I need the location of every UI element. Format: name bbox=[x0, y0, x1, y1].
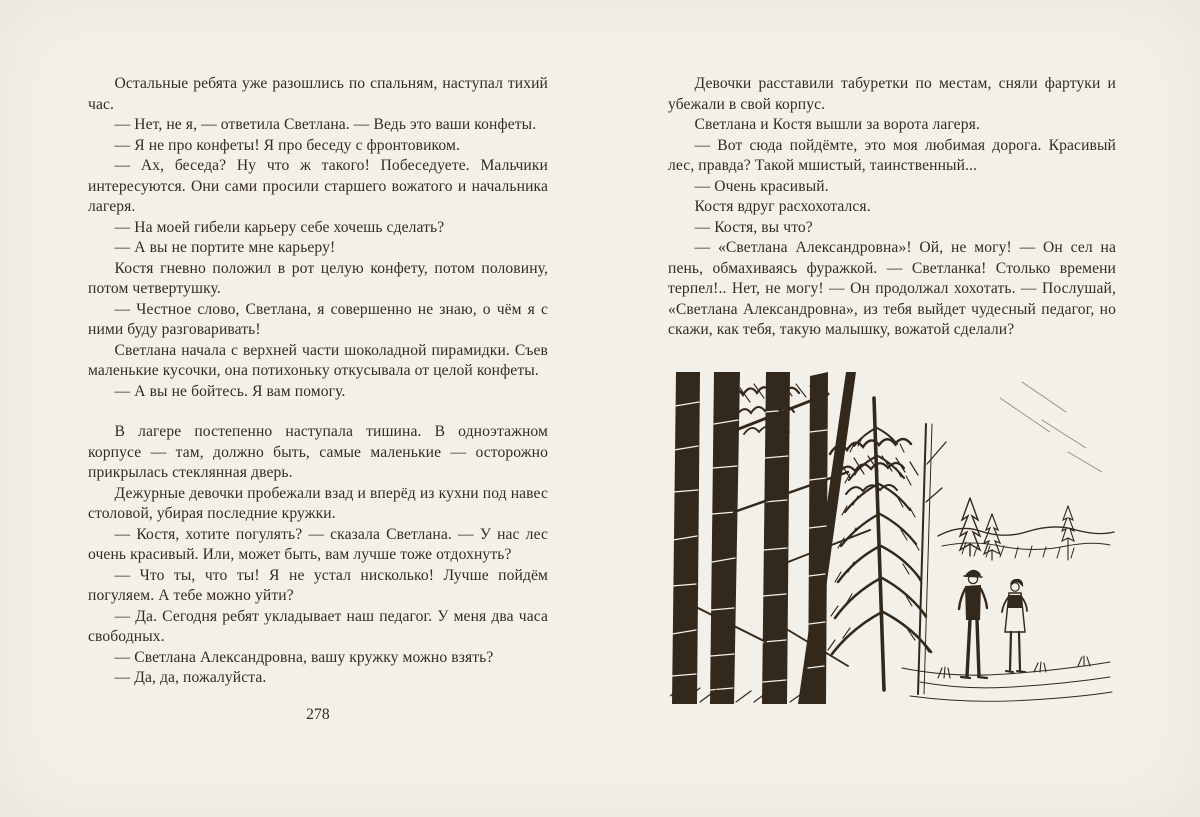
paragraph: — «Светлана Александровна»! Ой, не могу! — Он сел на пень, обмахиваясь фуражкой. — Светланка! Столько времени терпел!.. Нет, не могу! — Он продолжал хохотать. — Послушай, «Светлана Александровна», из тебя выйдет чудесный педагог, но скажи, как тебя, такую малышку, вожатой сделали? bbox=[668, 239, 1116, 338]
paragraph: — Нет, не я, — ответила Светлана. — Ведь это ваши конфеты. bbox=[114, 116, 537, 133]
paragraph: — Ах, беседа? Ну что ж такого! Побеседуете. Мальчики интересуются. Они сами просили старшего вожатого и начальника лагеря. bbox=[88, 157, 548, 215]
paragraph: Светлана начала с верхней части шоколадной пирамидки. Съев маленькие кусочки, она потихоньку откусывала от целой конфеты. bbox=[88, 341, 548, 379]
paragraph: Остальные ребята уже разошлись по спальням, наступал тихий час. bbox=[88, 75, 548, 113]
paragraph: — Очень красивый. bbox=[694, 177, 829, 195]
paragraph: — Что ты, что ты! Я не устал нисколько! Лучше пойдём погуляем. А тебе можно уйти? bbox=[88, 566, 548, 604]
paragraph: Дежурные девочки пробежали взад и вперёд из кухни под навес столовой, убирая последние кружки. bbox=[88, 484, 548, 522]
paragraph: — А вы не бойтесь. Я вам помогу. bbox=[114, 382, 346, 400]
page-number: 278 bbox=[306, 705, 330, 723]
paragraph: — Светлана Александровна, вашу кружку можно взять? bbox=[114, 648, 494, 666]
paragraph: Светлана и Костя вышли за ворота лагеря. bbox=[694, 116, 980, 133]
paragraph: — Да. Сегодня ребят укладывает наш педагог. У меня два часа свободных. bbox=[88, 607, 548, 645]
paragraph: — А вы не портите мне карьеру! bbox=[114, 239, 336, 256]
paragraph: — Вот сюда пойдёмте, это моя любимая дорога. Красивый лес, правда? Такой мшистый, таинственный... bbox=[668, 136, 1116, 174]
paragraph: — На моей гибели карьеру себе хочешь сделать? bbox=[114, 218, 445, 236]
paragraph: В лагере постепенно наступала тишина. В одноэтажном корпусе — там, должно быть, самые маленькие — осторожно прикрылась стеклянная дверь. bbox=[88, 423, 548, 481]
right-page-text bbox=[668, 74, 1116, 341]
left-page bbox=[88, 74, 548, 725]
paragraph: — Честное слово, Светлана, я совершенно не знаю, о чём я с ними буду разговаривать! bbox=[88, 300, 548, 338]
paragraph: Девочки расставили табуретки по местам, сняли фартуки и убежали в свой корпус. bbox=[668, 75, 1116, 113]
pine-trunks bbox=[672, 372, 870, 704]
paragraph: — Костя, хотите погулять? — сказала Светлана. — У нас лес очень красивый. Или, может быть, вам лучше тоже отдохнуть? bbox=[88, 525, 548, 563]
forest-walk-illustration bbox=[670, 372, 1116, 704]
paragraph: — Костя, вы что? bbox=[694, 218, 813, 236]
paragraph: Костя вдруг расхохотался. bbox=[694, 198, 871, 215]
forest-drawing-svg bbox=[670, 372, 1116, 704]
ground bbox=[670, 656, 1112, 702]
left-page-text bbox=[88, 74, 548, 689]
man-figure bbox=[959, 570, 987, 678]
paragraph: — Я не про конфеты! Я про беседу с фронтовиком. bbox=[114, 136, 461, 154]
thin-birch bbox=[918, 424, 946, 694]
paragraph: — Да, да, пожалуйста. bbox=[114, 669, 267, 686]
paragraph: Костя гневно положил в рот целую конфету, потом половину, потом четвертушку. bbox=[88, 259, 548, 297]
distant-slope bbox=[938, 382, 1114, 558]
woman-figure bbox=[1002, 579, 1027, 672]
right-page bbox=[668, 74, 1116, 341]
